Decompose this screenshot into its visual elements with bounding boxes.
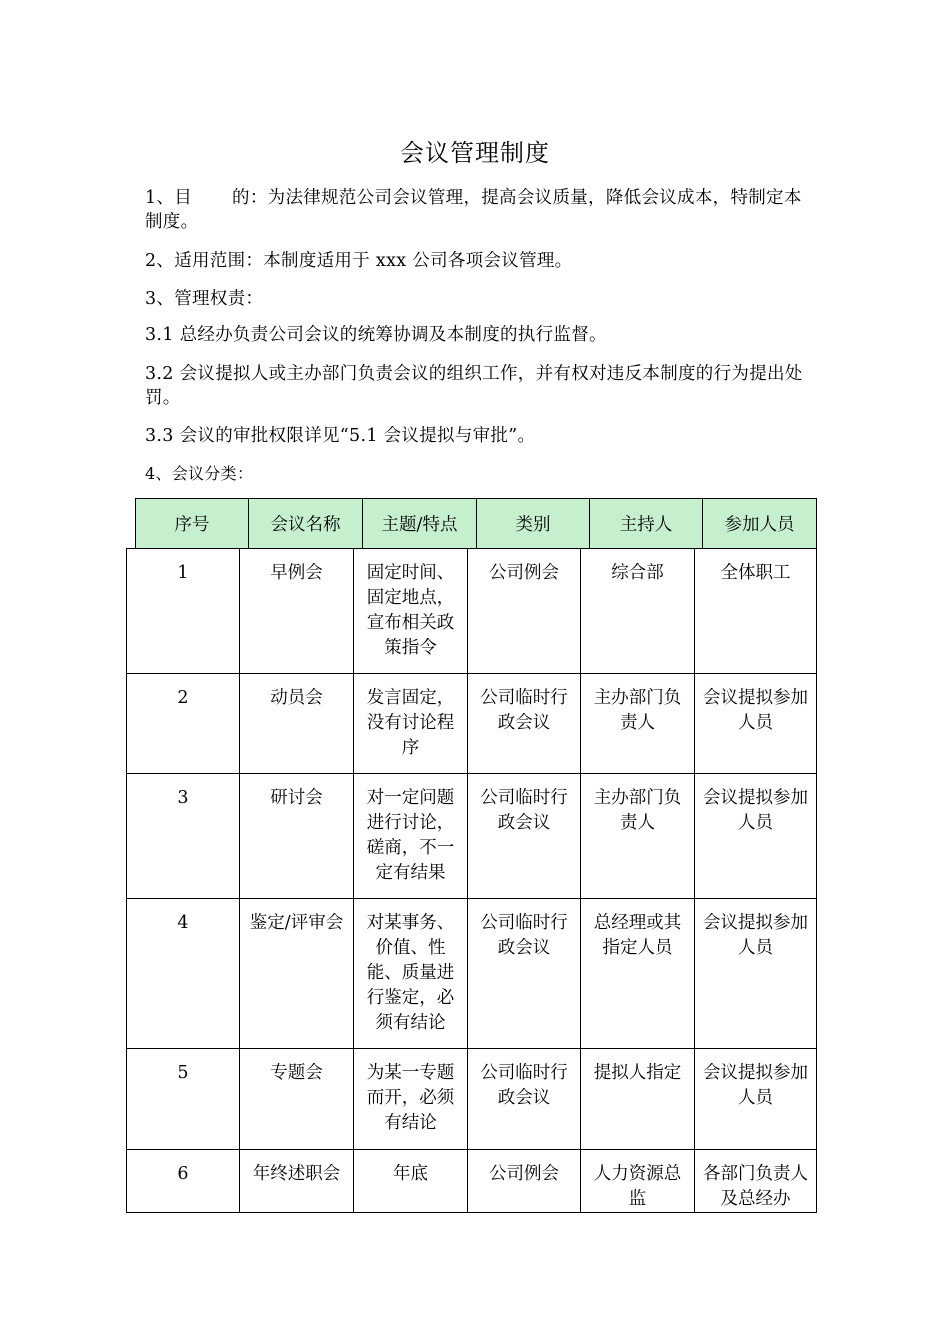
table-cell: 公司例会 — [468, 1150, 581, 1213]
table-cell: 为某一专题而开，必须有结论 — [354, 1049, 468, 1150]
item-3-3: 3.3 会议的审批权限详见“5.1 会议提拟与审批”。 — [145, 426, 536, 446]
table-row — [127, 549, 817, 674]
table-cell: 公司例会 — [468, 549, 581, 674]
table-cell: 动员会 — [240, 674, 354, 774]
table-cell: 各部门负责人及总经办 — [695, 1150, 817, 1213]
table-cell: 早例会 — [240, 549, 354, 674]
table-cell: 专题会 — [240, 1049, 354, 1150]
table-cell: 公司临时行政会议 — [468, 899, 581, 1049]
header-cell: 主题/特点 — [363, 499, 477, 549]
purpose-label-a: 1、目 — [145, 188, 193, 208]
header-cell: 参加人员 — [703, 499, 817, 549]
section-scope: 2、适用范围：本制度适用于 xxx 公司各项会议管理。 — [145, 251, 573, 271]
meeting-table-header — [135, 498, 817, 549]
header-row — [136, 499, 817, 549]
table-cell: 提拟人指定 — [581, 1049, 695, 1150]
header-cell: 类别 — [477, 499, 590, 549]
table-cell: 1 — [127, 549, 240, 674]
table-cell: 研讨会 — [240, 774, 354, 899]
section-responsibilities: 3、管理权责： — [145, 289, 264, 309]
document-title: 会议管理制度 — [400, 139, 550, 167]
table-cell: 会议提拟参加人员 — [695, 1049, 817, 1150]
section-classification: 4、会议分类： — [145, 464, 254, 483]
table-row — [127, 899, 817, 1049]
header-cell: 会议名称 — [249, 499, 363, 549]
table-cell: 2 — [127, 674, 240, 774]
table-cell: 4 — [127, 899, 240, 1049]
header-cell: 序号 — [136, 499, 249, 549]
table-cell: 公司临时行政会议 — [468, 774, 581, 899]
table-cell: 主办部门负责人 — [581, 674, 695, 774]
table-cell: 人力资源总监 — [581, 1150, 695, 1213]
section-purpose — [145, 186, 810, 234]
table-cell: 总经理或其指定人员 — [581, 899, 695, 1049]
table-cell: 发言固定，没有讨论程序 — [354, 674, 468, 774]
table-row — [127, 674, 817, 774]
table-cell: 年底 — [354, 1150, 468, 1213]
table-cell: 全体职工 — [695, 549, 817, 674]
table-cell: 固定时间、固定地点，宣布相关政策指令 — [354, 549, 468, 674]
table-row — [127, 774, 817, 899]
table-cell: 对某事务、价值、性能、质量进行鉴定，必须有结论 — [354, 899, 468, 1049]
table-cell: 对一定问题进行讨论，磋商，不一定有结果 — [354, 774, 468, 899]
table-cell: 会议提拟参加人员 — [695, 674, 817, 774]
table-cell: 公司临时行政会议 — [468, 1049, 581, 1150]
purpose-label-b: 的： — [232, 188, 268, 208]
table-cell: 鉴定/评审会 — [240, 899, 354, 1049]
table-cell: 公司临时行政会议 — [468, 674, 581, 774]
item-3-1: 3.1 总经办负责公司会议的统筹协调及本制度的执行监督。 — [145, 325, 607, 345]
table-row — [127, 1150, 817, 1213]
table-cell: 年终述职会 — [240, 1150, 354, 1213]
table-cell: 会议提拟参加人员 — [695, 899, 817, 1049]
meeting-table-body — [126, 548, 817, 1213]
item-3-2: 3.2 会议提拟人或主办部门负责会议的组织工作，并有权对违反本制度的行为提出处罚。 — [145, 364, 803, 408]
table-cell: 主办部门负责人 — [581, 774, 695, 899]
table-cell: 3 — [127, 774, 240, 899]
purpose-text: 为法律规范公司会议管理，提高会议质量，降低会议成本，特制定本制度。 — [145, 188, 802, 232]
table-cell: 会议提拟参加人员 — [695, 774, 817, 899]
table-cell: 5 — [127, 1049, 240, 1150]
table-cell: 综合部 — [581, 549, 695, 674]
header-cell: 主持人 — [590, 499, 703, 549]
table-cell: 6 — [127, 1150, 240, 1213]
table-row — [127, 1049, 817, 1150]
